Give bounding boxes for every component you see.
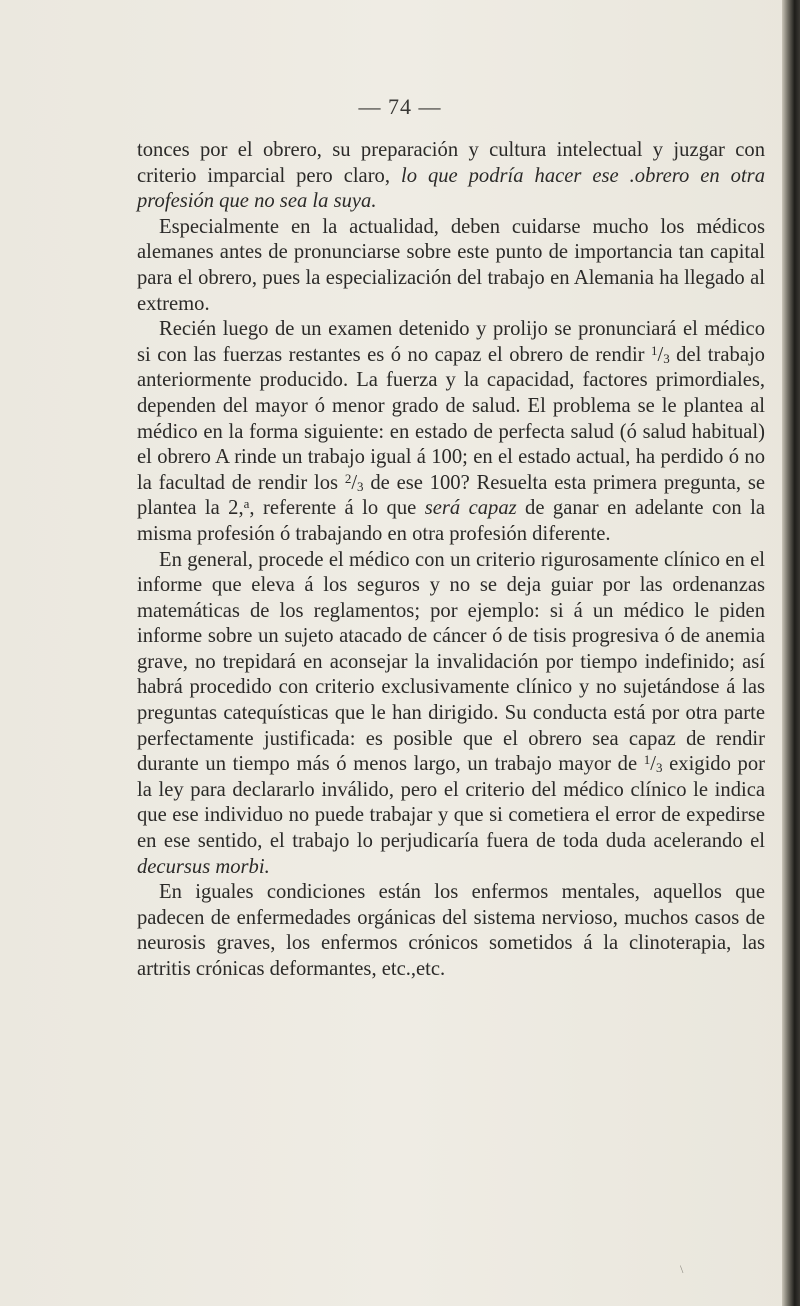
paragraph-3-text-a: Recién luego de un examen detenido y prolijo se pronunciará el médico si con las fuerzas restantes es ó no capaz el obrero de rendir xyxy=(137,318,765,366)
paragraph-4: En general, procede el médico con un criterio rigurosamente clínico en el informe que eleva á los seguros y no se deja guiar por las ordenanzas matemáticas de los reglamentos; por ejemplo: si á un médico le piden informe sobre un sujeto atacado de cáncer ó de tisis progresiva ó de anemia grave, no trepidará en aconsejar la invalidación por tiempo indefinido; así habrá procedido con criterio exclusivamente clínico y no sujetándose á las preguntas catequísticas que le han dirigido. Su conducta está por otra parte perfectamente justificada: es posible que el obrero sea capaz de rendir durante un tiempo más ó menos largo, un trabajo mayor de $^1/_3$ exigido por la ley para declararlo inválido, pero el criterio del médico clínico le indica que ese individuo no puede trabajar y que si cometiera el error de expedirse en ese sentido, el trabajo lo perjudicaría fuera de toda duda acelerando el decursus morbi. xyxy=(137,548,765,878)
paragraph-4-italic: decursus morbi. xyxy=(137,855,270,878)
paragraph-4-text-a: En general, procede el médico con un criterio rigurosamente clínico en el informe que eleva á los seguros y no se deja guiar por las ordenanzas matemáticas de los reglamentos; por ejemplo: si á un médico le piden informe sobre un sujeto atacado de cáncer ó de tisis progresiva ó de anemia grave, no trepidará en aconsejar la invalidación por tiempo indefinido; así habrá procedido con criterio exclusivamente clínico y no sujetándose á las preguntas catequísticas que le han dirigido. Su conducta está por otra parte perfectamente justificada: es posible que el obrero sea capaz de rendir durante un tiempo más ó menos largo, un trabajo mayor de xyxy=(137,548,765,776)
body-text xyxy=(137,138,765,983)
paragraph-1 xyxy=(137,138,765,215)
book-spine-shadow xyxy=(782,0,800,1306)
fraction-one-third-num-2: 1 xyxy=(643,752,651,768)
paragraph-3-text-c: de ese 100? Resuelta esta primera pregunta, se plantea la 2, xyxy=(137,471,766,520)
paragraph-3-text-d: , referente á lo que xyxy=(249,497,425,520)
paragraph-2: Especialmente en la actualidad, deben cuidarse mucho los médicos alemanes antes de pronunciarse sobre este punto de importancia tan capital para el obrero, pues la especialización del trabajo en Alemania ha llegado al extremo. xyxy=(137,215,765,315)
paragraph-5: En iguales condiciones están los enfermos mentales, aquellos que padecen de enfermedades orgánicas del sistema nervioso, muchos casos de neurosis graves, los enfermos crónicos sometidos á la clinoterapia, las artritis crónicas deformantes, etc.,etc. xyxy=(137,881,765,980)
paragraph-3: Recién luego de un examen detenido y prolijo se pronunciará el médico si con las fuerzas restantes es ó no capaz el obrero de rendir $^1/_3$ del trabajo anteriormente producido. La fuerza y la capacidad, factores primordiales, dependen del mayor ó menor grado de salud. El problema se le plantea al médico en la forma siguiente: en estado de perfecta salud (ó salud habitual) el obrero A rinde un trabajo igual á 100; en el estado actual, ha perdido ó no la facultad de rendir los $^2/_3$ de ese 100? Resuelta esta primera pregunta, se plantea la 2,$^a$, referente á lo que será capaz de ganar en adelante con la misma profesión ó trabajando en otra profesión diferente. xyxy=(137,318,766,545)
stray-mark: \ xyxy=(680,1262,684,1276)
paragraph-3-italic: será capaz xyxy=(424,497,517,520)
fraction-two-thirds-num: 2 xyxy=(344,470,352,486)
paragraph-3-text-b: del trabajo anteriormente producido. La fuerza y la capacidad, factores primordiales, dependen del mayor ó menor grado de salud. El problema se le plantea al médico en la forma siguiente: en estado de perfecta salud (ó salud habitual) el obrero A rinde un trabajo igual á 100; en el estado actual, ha perdido ó no la facultad de rendir los xyxy=(137,343,765,494)
page-number: — 74 — xyxy=(358,94,442,119)
paragraph-4-text-b: exigido por la ley para declararlo inválido, pero el criterio del médico clínico le indica que ese individuo no puede trabajar y que si cometiera el error de expedirse en ese sentido, el trabajo lo perjudicaría fuera de toda duda acelerando el xyxy=(137,753,765,853)
fraction-one-third-den-2: 3 xyxy=(655,760,663,776)
fraction-one-third-den: 3 xyxy=(663,350,670,366)
ordinal-mark: a xyxy=(243,496,250,512)
paragraph-3-text-e: de ganar en adelante con la misma profesión ó trabajando en otra profesión diferente. xyxy=(137,497,765,545)
paragraph-1-italic: lo que podría hacer ese .obrero en otra profesión que no sea la suya. xyxy=(137,164,765,213)
fraction-two-thirds-den: 3 xyxy=(357,478,364,494)
fraction-one-third-num: 1 xyxy=(650,342,658,358)
paragraph-1-text: tonces por el obrero, su preparación y cultura intelectual y juzgar con criterio imparcial pero claro, xyxy=(137,139,765,187)
